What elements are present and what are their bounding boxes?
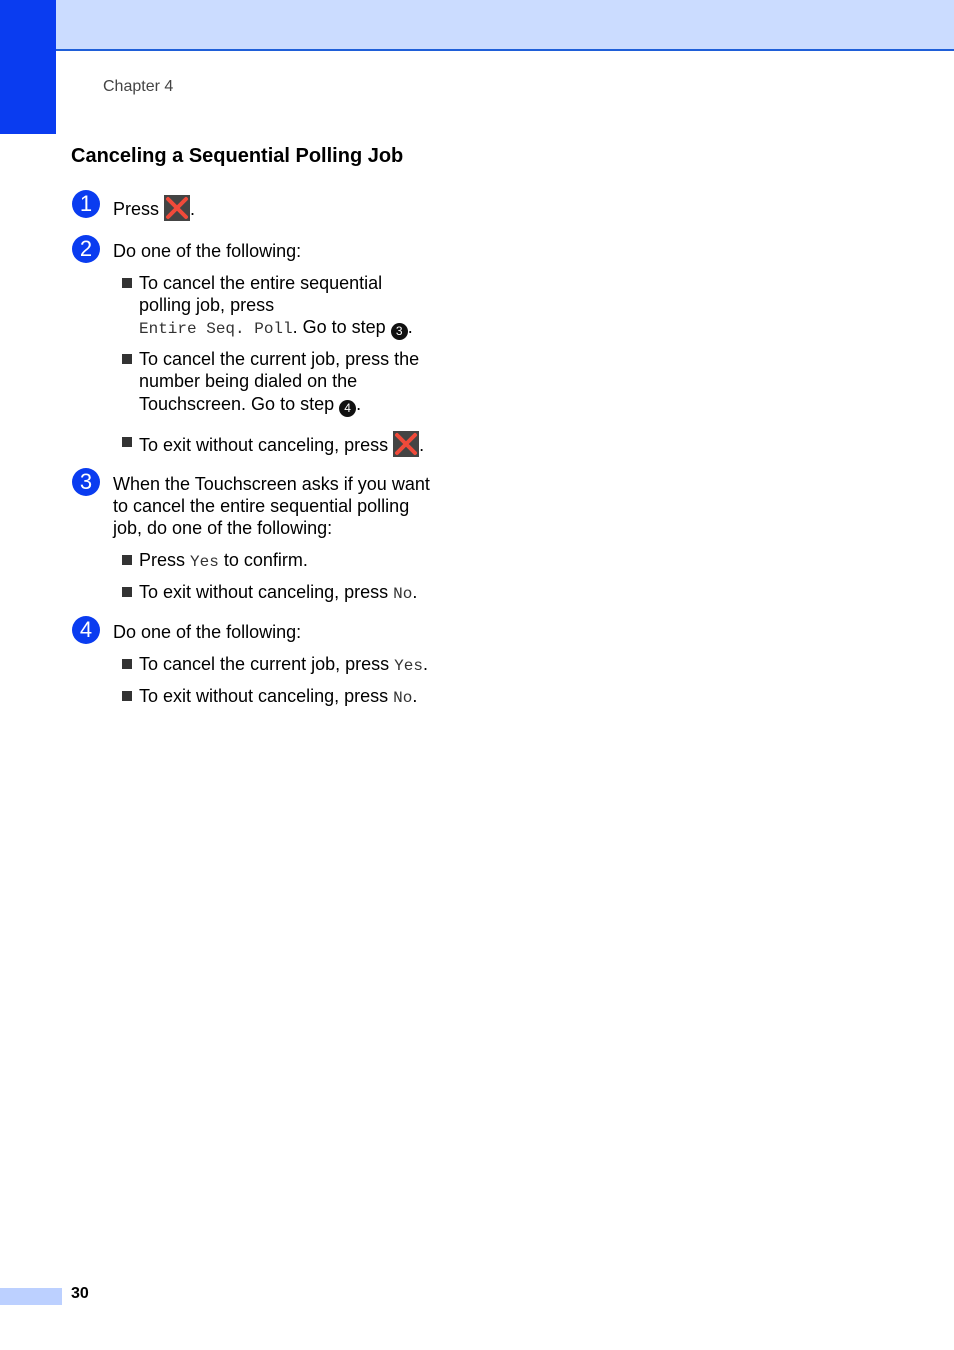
step-1-label: Press xyxy=(113,199,160,219)
step-ref-3-icon: 3 xyxy=(391,323,408,340)
step-2-text: Do one of the following: xyxy=(113,241,302,261)
footer-band xyxy=(0,1288,62,1305)
step-4-bullet-2: To exit without canceling, press No. xyxy=(139,686,418,707)
step-2-bullet-2-line-3: Touchscreen. Go to step 4 . xyxy=(139,394,362,415)
step-2-bullet-1-line-3: Entire Seq. Poll. Go to step 3 . xyxy=(139,317,413,338)
step-2-bullet-1-line-1: To cancel the entire sequential xyxy=(139,273,383,293)
step-3-line-3: job, do one of the following: xyxy=(113,518,333,538)
menu-option-code: Yes xyxy=(394,657,423,675)
step-number-3: 3 xyxy=(72,468,100,496)
menu-option-code: No xyxy=(393,585,413,603)
step-2-bullet-1-line-2: polling job, press xyxy=(139,295,275,315)
bullet xyxy=(122,691,132,701)
step-number-1: 1 xyxy=(72,190,100,218)
step-1-text xyxy=(113,195,195,221)
cancel-x-icon xyxy=(393,431,419,457)
header-band xyxy=(0,0,954,51)
step-number-2: 2 xyxy=(72,235,100,263)
step-3-bullet-1: Press Yes to confirm. xyxy=(139,550,308,571)
bullet xyxy=(122,587,132,597)
section-heading: Canceling a Sequential Polling Job xyxy=(71,145,404,167)
chapter-label: Chapter 4 xyxy=(103,78,174,95)
step-4-bullet-1: To cancel the current job, press Yes. xyxy=(139,654,428,675)
step-2-bullet-3: To exit without canceling, press . xyxy=(139,431,424,457)
step-number-4: 4 xyxy=(72,616,100,644)
step-1-end: . xyxy=(190,199,196,219)
step-ref-4-icon: 4 xyxy=(339,400,356,417)
step-3-bullet-2: To exit without canceling, press No. xyxy=(139,582,418,603)
step-3-line-2: to cancel the entire sequential polling xyxy=(113,496,410,516)
bullet xyxy=(122,555,132,565)
step-2-bullet-2-line-1: To cancel the current job, press the xyxy=(139,349,420,369)
step-3-line-1: When the Touchscreen asks if you want xyxy=(113,474,430,494)
step-4-text: Do one of the following: xyxy=(113,622,302,642)
menu-option-code: Entire Seq. Poll xyxy=(139,320,293,338)
bullet xyxy=(122,659,132,669)
menu-option-code: Yes xyxy=(190,553,219,571)
bullet xyxy=(122,278,132,288)
bullet xyxy=(122,354,132,364)
chapter-tab xyxy=(0,0,56,134)
menu-option-code: No xyxy=(393,689,413,707)
bullet xyxy=(122,437,132,447)
cancel-x-icon xyxy=(164,195,190,221)
step-2-bullet-2-line-2: number being dialed on the xyxy=(139,371,358,391)
page-number: 30 xyxy=(71,1285,89,1302)
